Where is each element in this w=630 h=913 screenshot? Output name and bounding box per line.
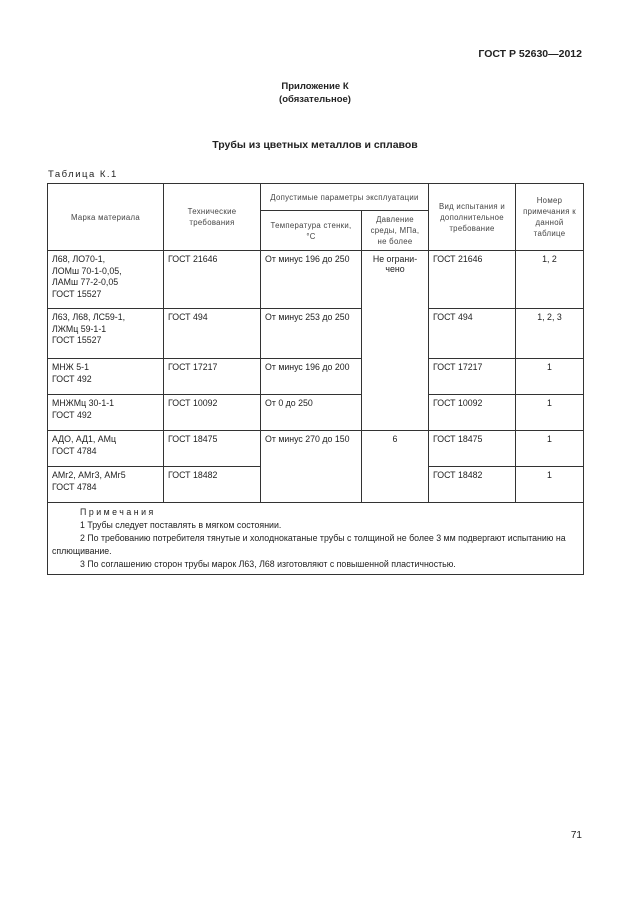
note-item: 1 Трубы следует поставлять в мягком состоянии. — [80, 520, 282, 530]
cell-note: 1, 2, 3 — [516, 309, 584, 359]
cell-temp: От 0 до 250 — [261, 395, 362, 431]
table-caption: Таблица К.1 — [48, 169, 118, 180]
header-pressure: Давление среды, МПа, не более — [362, 211, 429, 251]
header-test-type: Вид испытания и дополнительное требование — [429, 184, 516, 251]
table-row — [48, 395, 584, 431]
pipes-table — [47, 183, 584, 575]
header-note-no: Номер примечания к данной таблице — [516, 184, 584, 251]
annex-heading — [0, 80, 630, 106]
cell-material: АДО, АД1, АМц ГОСТ 4784 — [48, 431, 164, 467]
header-params-group: Допустимые параметры эксплуатации — [261, 184, 429, 211]
header-wall-temp: Температура стенки, °С — [261, 211, 362, 251]
cell-temp: От минус 270 до 150 — [261, 431, 362, 503]
cell-material: МНЖМц 30-1-1 ГОСТ 492 — [48, 395, 164, 431]
cell-test: ГОСТ 18475 — [429, 431, 516, 467]
table-row — [48, 309, 584, 359]
table-row — [48, 251, 584, 309]
cell-note: 1, 2 — [516, 251, 584, 309]
table-row — [48, 359, 584, 395]
cell-material: МНЖ 5-1 ГОСТ 492 — [48, 359, 164, 395]
cell-note: 1 — [516, 431, 584, 467]
cell-note: 1 — [516, 395, 584, 431]
cell-test: ГОСТ 10092 — [429, 395, 516, 431]
note-item: 2 По требованию потребителя тянутые и холоднокатаные трубы с толщиной не более 3 мм подвергают испытанию на сплющивание. — [52, 533, 566, 556]
cell-note: 1 — [516, 359, 584, 395]
notes-row — [48, 503, 584, 575]
cell-tech-req: ГОСТ 21646 — [164, 251, 261, 309]
cell-material: Л68, ЛО70-1, ЛОМш 70-1-0,05, ЛАМш 77-2-0,05 ГОСТ 15527 — [48, 251, 164, 309]
cell-temp: От минус 196 до 250 — [261, 251, 362, 309]
cell-material: Л63, Л68, ЛС59-1, ЛЖМц 59-1-1 ГОСТ 15527 — [48, 309, 164, 359]
cell-test: ГОСТ 494 — [429, 309, 516, 359]
document-code: ГОСТ Р 52630—2012 — [478, 48, 582, 60]
cell-pressure-merged-1: Не ограни- чено — [362, 251, 429, 431]
notes-heading: Примечания — [80, 507, 156, 517]
annex-subtitle: (обязательное) — [279, 94, 351, 105]
cell-test: ГОСТ 17217 — [429, 359, 516, 395]
cell-test: ГОСТ 18482 — [429, 467, 516, 503]
annex-title: Приложение К — [281, 81, 349, 92]
cell-material: АМг2, АМг3, АМг5 ГОСТ 4784 — [48, 467, 164, 503]
cell-temp: От минус 196 до 200 — [261, 359, 362, 395]
cell-tech-req: ГОСТ 10092 — [164, 395, 261, 431]
table-row — [48, 431, 584, 467]
cell-tech-req: ГОСТ 18482 — [164, 467, 261, 503]
cell-temp: От минус 253 до 250 — [261, 309, 362, 359]
cell-test: ГОСТ 21646 — [429, 251, 516, 309]
cell-tech-req: ГОСТ 17217 — [164, 359, 261, 395]
header-material: Марка материала — [48, 184, 164, 251]
cell-tech-req: ГОСТ 494 — [164, 309, 261, 359]
note-item: 3 По соглашению сторон трубы марок Л63, Л68 изготовляют с повышенной пластичностью. — [80, 559, 456, 569]
header-tech-req: Технические требования — [164, 184, 261, 251]
notes-block — [48, 503, 584, 575]
cell-pressure-merged-2: 6 — [362, 431, 429, 503]
cell-note: 1 — [516, 467, 584, 503]
page-number: 71 — [570, 830, 582, 841]
section-title: Трубы из цветных металлов и сплавов — [212, 139, 418, 151]
cell-tech-req: ГОСТ 18475 — [164, 431, 261, 467]
